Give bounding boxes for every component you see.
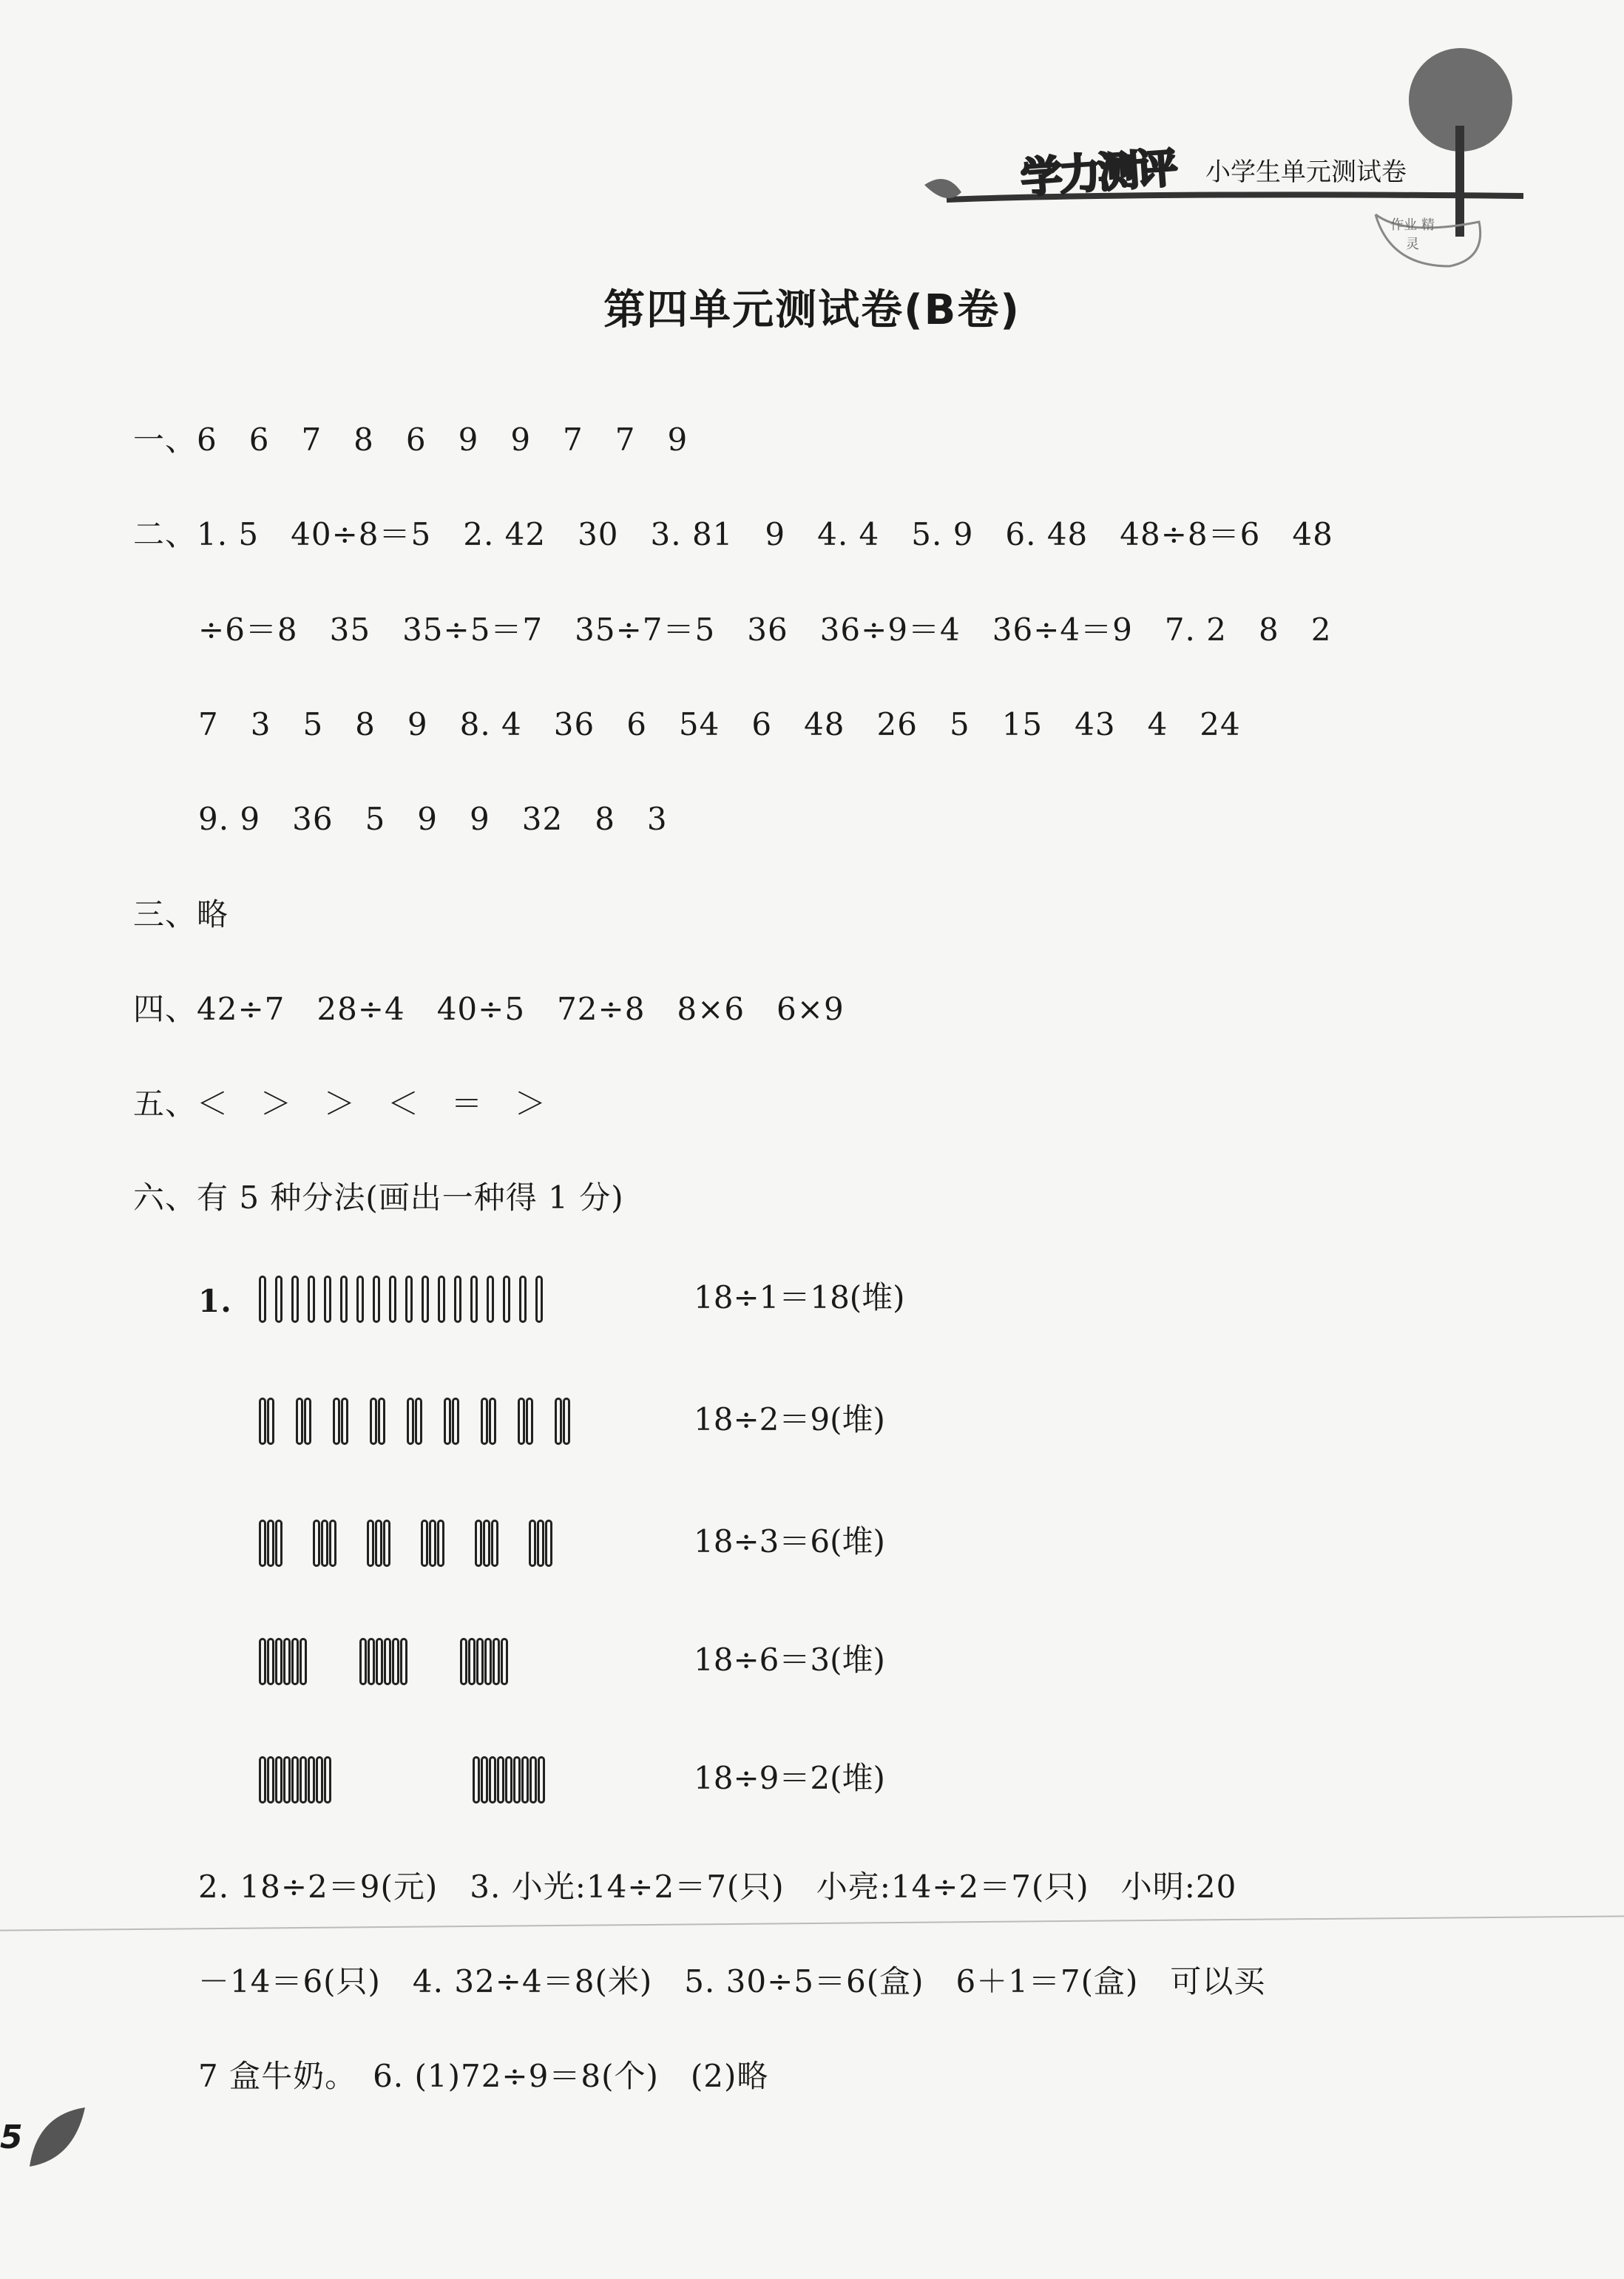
counting-stick (460, 1638, 467, 1685)
counting-stick (468, 1638, 476, 1685)
counting-stick (491, 1520, 498, 1567)
counting-stick (422, 1276, 429, 1323)
counting-stick (505, 1756, 512, 1804)
counting-stick (313, 1520, 320, 1567)
answer-section-6-line-4: 7 盒牛奶。 6. (1)72÷9＝8(个) (2)略 (198, 2058, 769, 2094)
counting-stick (513, 1756, 521, 1804)
leaf-icon (22, 2100, 89, 2174)
counting-stick (283, 1756, 291, 1804)
counting-stick (341, 1398, 348, 1445)
stick-row-5 (259, 1756, 546, 1806)
counting-stick (275, 1756, 282, 1804)
stick-group (259, 1638, 308, 1688)
counting-stick (487, 1276, 494, 1323)
counting-stick (405, 1276, 413, 1323)
counting-stick (376, 1638, 383, 1685)
counting-stick (368, 1638, 375, 1685)
counting-stick (501, 1638, 508, 1685)
counting-stick (535, 1276, 543, 1323)
division-equation-2: 18÷2＝9(堆) (694, 1401, 885, 1438)
counting-stick (555, 1398, 562, 1445)
counting-stick (481, 1398, 488, 1445)
stick-group (481, 1398, 497, 1448)
division-equation-5: 18÷9＝2(堆) (694, 1760, 885, 1796)
stick-group (555, 1398, 571, 1448)
answer-section-2-line-4: 9. 9 36 5 9 9 32 8 3 (198, 801, 668, 837)
stick-row-1 (259, 1276, 552, 1326)
stick-row-3 (259, 1520, 553, 1570)
counting-stick (530, 1756, 537, 1804)
counting-stick (481, 1756, 488, 1804)
badge: 作业 精灵 (1390, 217, 1435, 252)
counting-stick (521, 1756, 529, 1804)
counting-stick (483, 1520, 490, 1567)
counting-stick (267, 1756, 274, 1804)
stick-row-4 (259, 1638, 509, 1688)
counting-stick (518, 1398, 525, 1445)
answer-section-4: 四、42÷7 28÷4 40÷5 72÷8 8×6 6×9 (133, 991, 845, 1027)
counting-stick (444, 1398, 451, 1445)
counting-stick (473, 1756, 480, 1804)
counting-stick (383, 1520, 390, 1567)
counting-stick (538, 1756, 545, 1804)
counting-stick (563, 1398, 570, 1445)
counting-stick (545, 1520, 552, 1567)
answer-section-1: 一、6 6 7 8 6 9 9 7 7 9 (133, 421, 688, 458)
counting-stick (259, 1520, 266, 1567)
stick-group (259, 1398, 275, 1448)
counting-stick (275, 1638, 282, 1685)
counting-stick (316, 1756, 323, 1804)
stick-group (460, 1638, 509, 1688)
answer-section-6-line-3: －14＝6(只) 4. 32÷4＝8(米) 5. 30÷5＝6(盒) 6＋1＝7(盒) 可以买 (198, 1963, 1266, 1999)
counting-stick (370, 1398, 377, 1445)
counting-stick (259, 1756, 266, 1804)
counting-stick (321, 1520, 328, 1567)
counting-stick (259, 1276, 266, 1323)
counting-stick (259, 1638, 266, 1685)
stick-row-2 (259, 1398, 571, 1448)
stick-group (444, 1398, 460, 1448)
stick-group (370, 1398, 386, 1448)
counting-stick (489, 1398, 496, 1445)
counting-stick (415, 1398, 422, 1445)
counting-stick (475, 1520, 482, 1567)
counting-stick (392, 1638, 399, 1685)
counting-stick (429, 1520, 436, 1567)
stick-group (333, 1398, 349, 1448)
counting-stick (267, 1398, 274, 1445)
counting-stick (300, 1756, 307, 1804)
counting-stick (267, 1638, 274, 1685)
counting-stick (438, 1276, 445, 1323)
answer-section-6-line-2: 2. 18÷2＝9(元) 3. 小光:14÷2＝7(只) 小亮:14÷2＝7(只) 小明:20 (198, 1869, 1237, 1905)
counting-stick (308, 1276, 315, 1323)
counting-stick (275, 1276, 282, 1323)
counting-stick (291, 1638, 299, 1685)
counting-stick (367, 1520, 374, 1567)
counting-stick (296, 1398, 303, 1445)
counting-stick (407, 1398, 414, 1445)
answer-section-2-line-3: 7 3 5 8 9 8. 4 36 6 54 6 48 26 5 15 43 4 24 (198, 706, 1241, 742)
counting-stick (275, 1520, 282, 1567)
stick-group (313, 1520, 337, 1570)
divider (0, 1915, 1624, 1931)
answer-section-2-line-2: ÷6＝8 35 35÷5＝7 35÷7＝5 36 36÷9＝4 36÷4＝9 7. 2 8 2 (198, 612, 1332, 648)
page-number: 5 (0, 2119, 23, 2156)
counting-stick (267, 1520, 274, 1567)
counting-stick (356, 1276, 364, 1323)
counting-stick (519, 1276, 527, 1323)
division-equation-1: 18÷1＝18(堆) (694, 1279, 905, 1315)
stick-group (529, 1520, 553, 1570)
answer-section-6: 六、有 5 种分法(画出一种得 1 分) (133, 1179, 624, 1216)
counting-stick (537, 1520, 544, 1567)
counting-stick (308, 1756, 315, 1804)
counting-stick (304, 1398, 311, 1445)
counting-stick (489, 1756, 496, 1804)
stick-group (259, 1520, 283, 1570)
counting-stick (300, 1638, 307, 1685)
stick-group (359, 1638, 408, 1688)
counting-stick (384, 1638, 391, 1685)
counting-stick (333, 1398, 340, 1445)
counting-stick (484, 1638, 492, 1685)
counting-stick (373, 1276, 380, 1323)
counting-stick (324, 1276, 331, 1323)
stick-group (518, 1398, 534, 1448)
stick-group (421, 1520, 445, 1570)
counting-stick (340, 1276, 348, 1323)
stick-group (475, 1520, 499, 1570)
item-1-number: 1. (198, 1283, 232, 1319)
counting-stick (329, 1520, 336, 1567)
division-equation-4: 18÷6＝3(堆) (694, 1642, 885, 1678)
counting-stick (476, 1638, 484, 1685)
counting-stick (359, 1638, 367, 1685)
counting-stick (283, 1638, 291, 1685)
counting-stick (378, 1398, 385, 1445)
counting-stick (493, 1638, 500, 1685)
answer-section-3: 三、略 (133, 896, 229, 932)
stick-group (296, 1398, 312, 1448)
counting-stick (291, 1276, 299, 1323)
counting-stick (470, 1276, 478, 1323)
counting-stick (452, 1398, 459, 1445)
counting-stick (389, 1276, 396, 1323)
counting-stick (291, 1756, 299, 1804)
logo: 学力测评 (1019, 143, 1177, 203)
counting-stick (375, 1520, 382, 1567)
division-equation-3: 18÷3＝6(堆) (694, 1523, 885, 1560)
counting-stick (526, 1398, 533, 1445)
counting-stick (503, 1276, 510, 1323)
counting-stick (324, 1756, 331, 1804)
stick-group (367, 1520, 391, 1570)
stick-group (407, 1398, 423, 1448)
counting-stick (259, 1398, 266, 1445)
counting-stick (400, 1638, 407, 1685)
counting-stick (529, 1520, 536, 1567)
counting-stick (437, 1520, 444, 1567)
stick-group (259, 1276, 552, 1326)
series-title: 小学生单元测试卷 (1205, 158, 1407, 187)
answer-section-5: 五、＜ ＞ ＞ ＜ ＝ ＞ (133, 1086, 547, 1122)
counting-stick (497, 1756, 504, 1804)
stick-group (259, 1756, 332, 1806)
stick-group (473, 1756, 546, 1806)
page-title: 第四单元测试卷(B卷) (603, 286, 1021, 334)
counting-stick (421, 1520, 428, 1567)
answer-section-2-line-1: 二、1. 5 40÷8＝5 2. 42 30 3. 81 9 4. 4 5. 9 6. 48 48÷8＝6 48 (133, 516, 1333, 552)
counting-stick (454, 1276, 461, 1323)
